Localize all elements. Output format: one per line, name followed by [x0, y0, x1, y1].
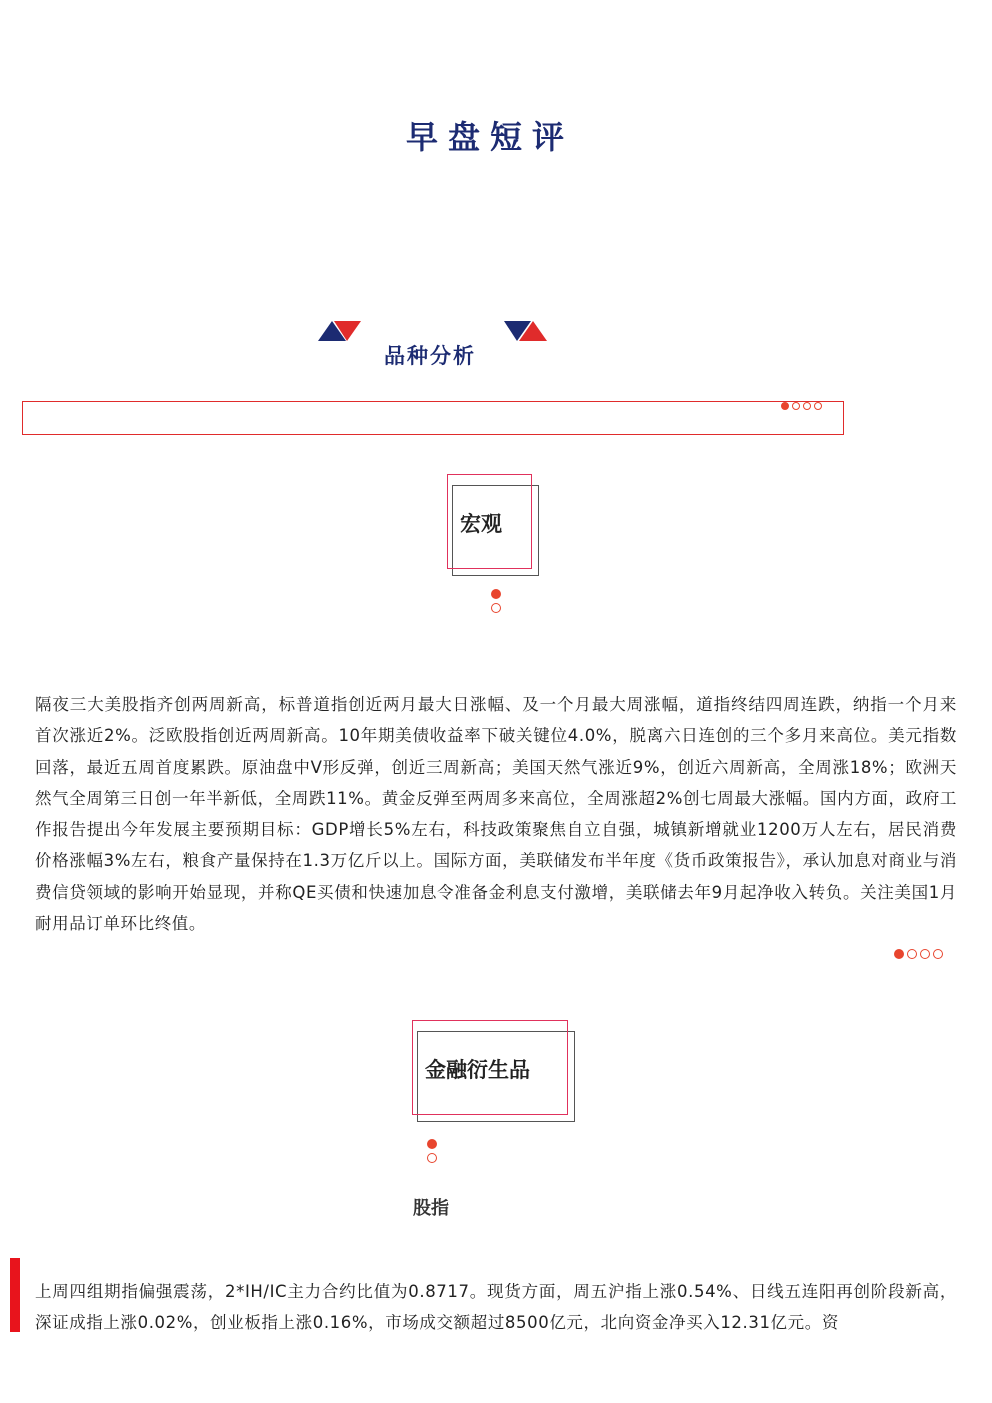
dot-indicator-icon [427, 1139, 437, 1163]
macro-heading: 宏观 [460, 512, 502, 536]
macro-paragraph: 隔夜三大美股指齐创两周新高，标普道指创近两月最大日涨幅、及一个月最大周涨幅，道指终结四周连跌，纳指一个月来首次涨近2%。泛欧股指创近两周新高。10年期美债收益率下破关键位4.0%，脱离六日连创的三个多月来高位。美元指数回落，最近五周首度累跌。原油盘中V形反弹，创近三周新高；美国天然气涨近9%，创近六周新高，全周涨18%；欧洲天然气全周第三日创一年半新低，全周跌11%。黄金反弹至两周多来高位，全周涨超2%创七周最大涨幅。国内方面，政府工作报告提出今年发展主要预期目标：GDP增长5%左右，科技政策聚焦自立自强，城镇新增就业1200万人左右，居民消费价格涨幅3%左右，粮食产量保持在1.3万亿斤以上。国际方面，美联储发布半年度《货币政策报告》，承认加息对商业与消费信贷领域的影响开始显现，并称QE买债和快速加息令准备金利息支付激增，美联储去年9月起净收入转负。关注美国1月耐用品订单环比终值。 [35, 695, 957, 934]
triangle-logo-icon [318, 320, 362, 342]
index-futures-heading: 股指 [413, 1198, 449, 1219]
accent-bar [10, 1258, 20, 1332]
triangle-logo-icon [504, 320, 548, 342]
dot-indicator-icon [894, 949, 943, 959]
section-bar [22, 401, 844, 435]
derivatives-paragraph: 上周四组期指偏强震荡，2*IH/IC主力合约比值为0.8717。现货方面，周五沪指上涨0.54%、日线五连阳再创阶段新高，深证成指上涨0.02%，创业板指上涨0.16%，市场成交额超过8500亿元，北向资金净买入12.31亿元。资 [35, 1282, 957, 1333]
derivatives-heading: 金融衍生品 [425, 1058, 530, 1082]
section-title: 品种分析 [384, 344, 476, 368]
page-title: 早盘短评 [405, 118, 574, 156]
dot-indicator-icon [781, 402, 822, 410]
dot-indicator-icon [491, 589, 501, 613]
